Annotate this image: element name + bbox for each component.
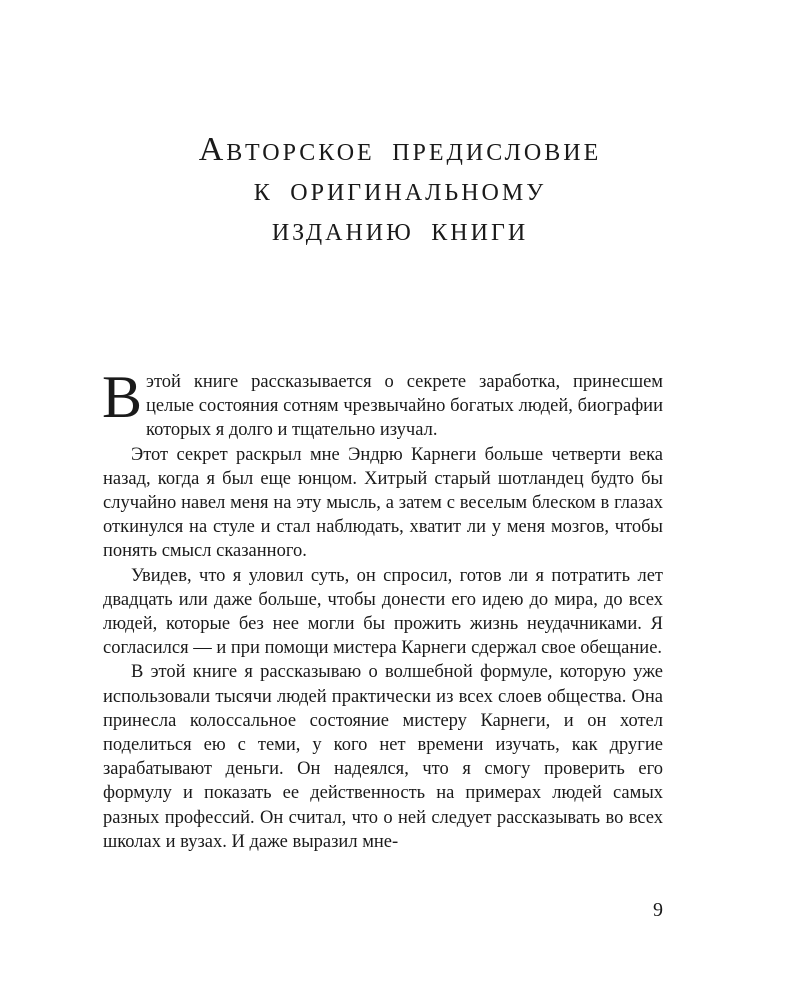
paragraph-1 xyxy=(102,364,663,443)
chapter-title-line-3: изданию книги xyxy=(271,211,529,248)
chapter-title xyxy=(100,130,700,250)
page-number: 9 xyxy=(653,899,663,921)
paragraph-4: В этой книге я рассказываю о волшебной формуле, которую уже использовали тысячи людей практически из всех слоев общества. Она принесла колоссальное состояние мистеру Карнеги, и он хотел поделиться ею с теми, у кого нет времени изучать, как другие зарабатывают деньги. Он надеялся, что я смогу проверить его формулу и показать ее действенность на примерах людей самых разных профессий. Он считал, что о ней следует рассказывать во всех школах и вузах. И даже выразил мне- xyxy=(103,662,663,852)
paragraph-2: Этот секрет раскрыл мне Эндрю Карнеги больше четверти века назад, когда я был еще юнцом. Хитрый старый шотландец будто бы случайно навел меня на эту мысль, а затем с веселым блеском в глазах откинулся на стуле и стал наблюдать, хватит ли у меня мозгов, чтобы понять смысл сказанного. xyxy=(103,444,663,562)
paragraph-1-text: этой книге рассказывается о секрете заработка, принесшем целые состояния сотням чрезвычайно богатых людей, биографии которых я долго и тщательно изучал. xyxy=(146,372,663,441)
chapter-title-line-1: Авторское предисловие xyxy=(198,131,602,168)
body-text xyxy=(102,364,663,854)
drop-cap: В xyxy=(102,364,143,430)
chapter-title-line-2: к оригинальному xyxy=(253,171,547,208)
paragraph-3: Увидев, что я уловил суть, он спросил, готов ли я потратить лет двадцать или даже больше, чтобы донести его идею до мира, до всех людей, которые без нее могли бы прожить жизнь неудачниками. Я согласился — и при помощи мистера Карнеги сдержал свое обещание. xyxy=(103,565,663,659)
